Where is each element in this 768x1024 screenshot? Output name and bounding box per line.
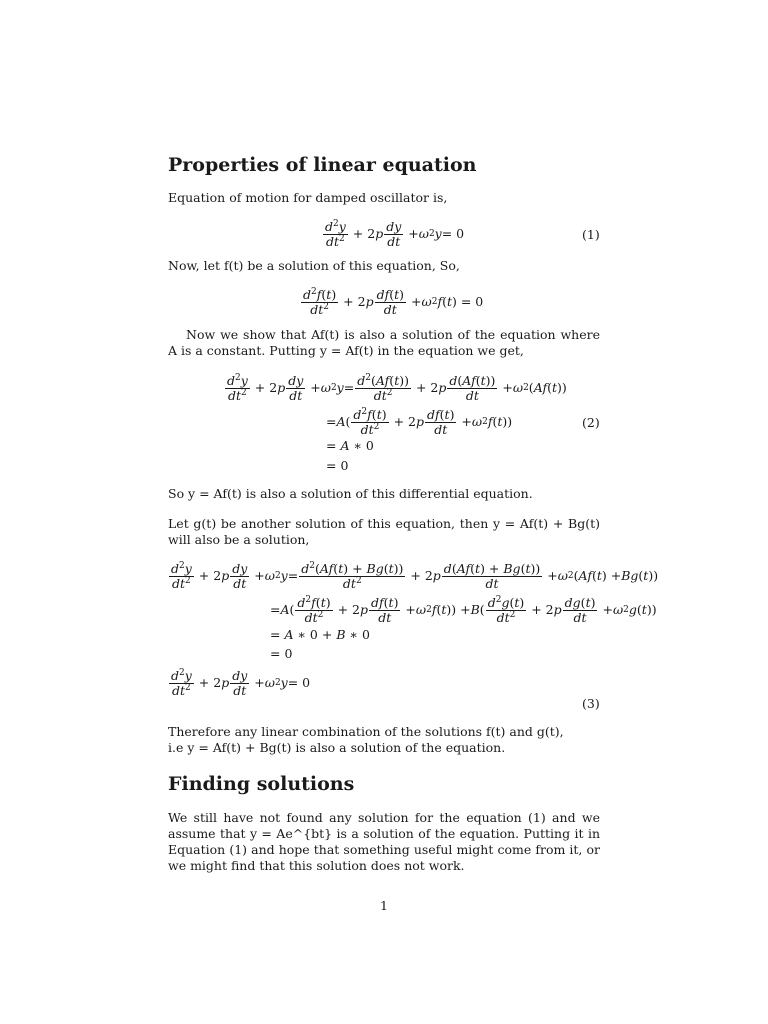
equation-3-line-1: $\frac{d^2y}{dt^2}$ + 2 p $\frac{dy}{dt}$ + ω 2 y = $\frac{d^2(Af(t) + Bg(t))}{dt^2}$ + 2 p $\frac{d(Af(t) + Bg(t))}{dt}$ + ω 2 ( Af ( t ) + Bg ( t )) (171, 560, 659, 591)
paragraph-intro-text: Equation of motion for damped oscillator is, (168, 190, 448, 205)
equation-number-2: (2) (582, 415, 600, 430)
paragraph-solution-f (168, 258, 600, 274)
equation-number-3: (3) (582, 696, 600, 711)
equation-1: $\frac{d^2y}{dt^2}$ + 2 p $\frac{dy}{dt}$ + ω 2 y = 0 (325, 218, 465, 249)
equation-3-line-2: = A ( $\frac{d^2f(t)}{dt^2}$ + 2 p $\frac{df(t)}{dt}$ + ω 2 f ( t )) + B ( $\frac{d^2g(t)}{dt^2}$ + 2 p $\frac{dg(t)}{dt}$ + ω 2 g ( t )) (270, 594, 657, 625)
paragraph-linear-combination-text: Let g(t) be another solution of this equation, then y = Af(t) + Bg(t) will also be a solution, (168, 516, 600, 547)
section-title-finding-solutions: Finding solutions (168, 773, 355, 795)
equation-2-line-4: = 0 (326, 458, 349, 473)
equation-2-line-1: $\frac{d^2y}{dt^2}$ + 2 p $\frac{dy}{dt}$ + ω 2 y = $\frac{d^2(Af(t))}{dt^2}$ + 2 p $\frac{d(Af(t))}{dt}$ + ω 2 ( Af ( t )) (227, 372, 567, 403)
paragraph-af-text: Now we show that Af(t) is also a solution of the equation where A is a constant. Putting y = Af(t) in the equation we get, (168, 327, 600, 358)
paragraph-conclusion-line-1: Therefore any linear combination of the solutions f(t) and g(t), (168, 724, 564, 739)
paragraph-finding-solutions-text: We still have not found any solution for the equation (1) and we assume that y = Ae^{bt} is a solution of the equation. Putting it in Equation (1) and hope that something useful might come from it, or we might find that this solution does not work. (168, 810, 600, 873)
equation-number-1: (1) (582, 227, 600, 242)
equation-f: $\frac{d^2f(t)}{dt^2}$ + 2 p $\frac{df(t)}{dt}$ + ω 2 f ( t ) = 0 (303, 286, 484, 317)
equation-2-line-3: = A ∗ 0 (326, 438, 374, 453)
paragraph-conclusion-line-2: i.e y = Af(t) + Bg(t) is also a solution of the equation. (168, 740, 506, 755)
paragraph-af-solution (168, 486, 600, 502)
equation-3-line-5: $\frac{d^2y}{dt^2}$ + 2 p $\frac{dy}{dt}$ + ω 2 y = 0 (171, 667, 311, 698)
paragraph-af-solution-text: So y = Af(t) is also a solution of this differential equation. (168, 486, 533, 501)
paragraph-af (168, 327, 600, 359)
equation-3-line-4: = 0 (270, 646, 293, 661)
equation-2-line-2: = A ( $\frac{d^2f(t)}{dt^2}$ + 2 p $\frac{df(t)}{dt}$ + ω 2 f ( t )) (326, 406, 513, 437)
paragraph-intro (168, 190, 600, 206)
paragraph-finding-solutions (168, 810, 600, 874)
equation-3-line-3: = A ∗ 0 + B ∗ 0 (270, 627, 370, 642)
paragraph-linear-combination (168, 516, 600, 548)
section-title-properties: Properties of linear equation (168, 154, 477, 176)
paragraph-solution-f-text: Now, let f(t) be a solution of this equation, So, (168, 258, 460, 273)
page-number: 1 (380, 898, 388, 913)
